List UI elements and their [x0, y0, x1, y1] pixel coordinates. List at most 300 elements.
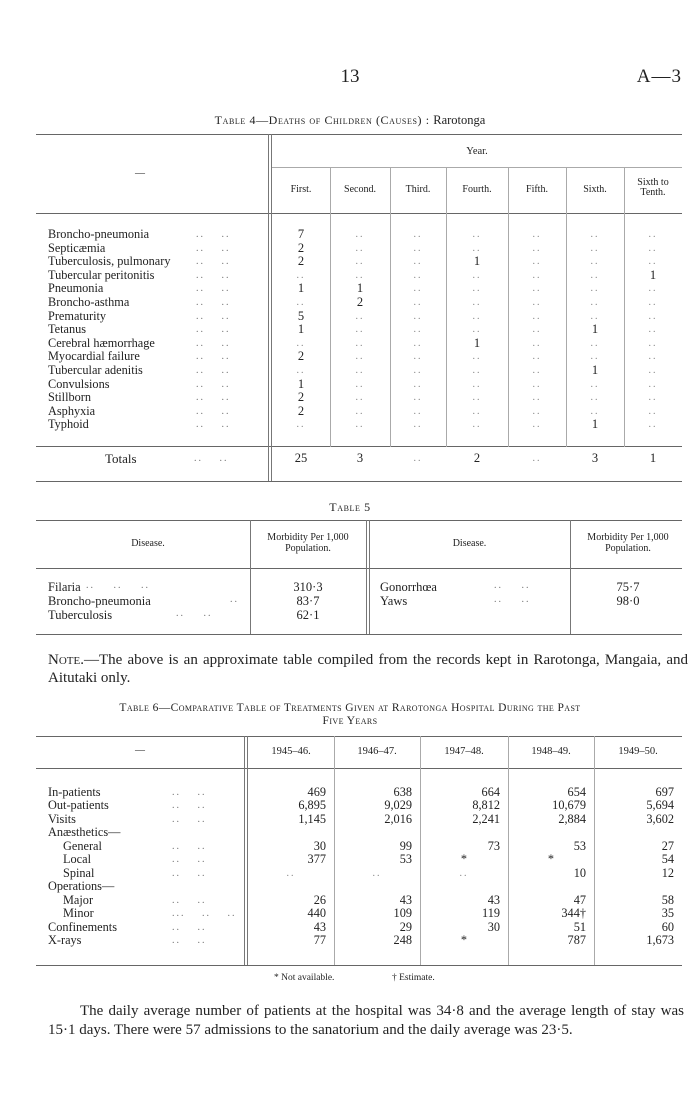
table6-cell: ..	[459, 867, 469, 879]
table4-column-header: Sixth to Tenth.	[637, 177, 669, 198]
table4-cell: 3	[356, 451, 364, 465]
table6-row-label: Confinements	[48, 919, 117, 934]
table4-cell: 1	[591, 363, 599, 377]
table4-row	[48, 378, 688, 392]
table4-cell: ..	[532, 405, 542, 417]
leader-dots: ..	[230, 593, 239, 605]
table4-cell: ..	[413, 453, 423, 464]
table4-cause-label: Myocardial failure	[48, 349, 140, 364]
table6-cell: 440	[307, 906, 326, 921]
table4-cell: ..	[413, 392, 423, 404]
leader-dots: .. ..	[196, 283, 231, 295]
table4-cell: 2	[297, 240, 305, 255]
table4-column-header: Fifth.	[526, 184, 548, 195]
table4-cell: 2	[356, 295, 364, 309]
table6-cell: 248	[393, 932, 412, 947]
leader-dots: .. ..	[196, 392, 231, 404]
table4-cell: ..	[590, 310, 600, 322]
table5-value-left: 310·3	[293, 580, 323, 594]
table4-row	[48, 364, 688, 378]
table4-column-header: Third.	[405, 184, 431, 195]
table5-value-right: 98·0	[616, 593, 640, 608]
table6-row	[48, 853, 688, 866]
table4-row	[48, 310, 688, 324]
table6-cell: 5,694	[646, 798, 674, 813]
table6-row	[48, 840, 688, 853]
leader-dots: .. ..	[172, 840, 207, 852]
table6-stub-header: —	[135, 745, 145, 756]
table6-cell: *	[460, 852, 468, 867]
table4-cell: ..	[355, 392, 365, 404]
table4-cell: ..	[413, 229, 423, 240]
table4-cell: 1	[649, 451, 657, 465]
leader-dots: .. ..	[196, 256, 231, 268]
table4-cell: ..	[648, 229, 658, 240]
table6-cell: 43	[313, 919, 326, 934]
table4-cell: ..	[590, 378, 600, 390]
table4-cell: ..	[413, 351, 423, 363]
table6-row-label: In-patients	[48, 785, 101, 799]
table6-cell: 469	[307, 785, 326, 799]
table6-row	[48, 880, 688, 893]
table4-caption	[0, 113, 700, 128]
leader-dots: .. ..	[172, 894, 207, 906]
leader-dots: .. ..	[196, 310, 231, 322]
table4-cell: ..	[355, 242, 365, 254]
leader-dots: .. ..	[196, 324, 231, 336]
table4-cause-label: Cerebral hæmorrhage	[48, 335, 155, 350]
table4-cell: 3	[591, 451, 599, 465]
table4-cause-label: Tuberculosis, pulmonary	[48, 254, 171, 269]
table6-cell: 30	[487, 919, 500, 934]
leader-dots: .. ..	[196, 242, 231, 254]
table4-row	[48, 269, 688, 283]
table4-cell: ..	[413, 256, 423, 268]
table4-cell: 1	[297, 376, 305, 391]
table6-row-label: Local	[63, 852, 91, 867]
table4-cell: ..	[355, 419, 365, 431]
table4-cell: ..	[532, 419, 542, 431]
table6-cell: 2,016	[384, 811, 412, 826]
table4-cell: ..	[472, 242, 482, 254]
table6-cell: 654	[567, 785, 586, 799]
table4-cell: ..	[590, 351, 600, 363]
table4-cell: 2	[297, 349, 305, 364]
table6-row-label: X-rays	[48, 932, 82, 947]
table6-caption-line1: Table 6—Comparative Table of Treatments Given at Rarotonga Hospital During the Past	[119, 702, 581, 714]
leader-dots: ... .. ..	[172, 908, 237, 920]
leader-dots: .. ..	[172, 867, 207, 879]
table4-cell: ..	[532, 297, 542, 308]
table6-cell: 47	[573, 892, 586, 907]
table4-cell: ..	[296, 419, 306, 431]
leader-dots: .. ..	[172, 787, 207, 798]
summary-paragraph: The daily average number of patients at the hospital was 34·8 and the average length of stay was 15·1 days. There were 57 admissions to the sanatorium and the daily average was 23·5.	[48, 1003, 684, 1038]
leader-dots: .. ..	[176, 607, 213, 619]
table4-cell: 1	[356, 281, 364, 296]
table4-cell: ..	[590, 229, 600, 240]
table4-cell: ..	[296, 269, 306, 281]
table4-cell: 1	[473, 335, 481, 350]
table4-cell: 7	[297, 227, 305, 241]
table4-cell: ..	[532, 283, 542, 295]
table6-column-header: 1946–47.	[357, 746, 397, 757]
table6-row	[48, 867, 688, 880]
table4-cell: ..	[296, 297, 306, 308]
table4-cell: ..	[532, 242, 542, 254]
table4-cell: ..	[472, 310, 482, 322]
leader-dots: .. ..	[196, 269, 231, 281]
table4-totals-label: Totals	[105, 451, 137, 466]
table4-cell: ..	[532, 310, 542, 322]
table4-caption-title: Table 4—Deaths of Children (Causes) :	[214, 113, 430, 127]
table4-cell: ..	[590, 269, 600, 281]
table4-cell: ..	[532, 324, 542, 336]
table5-header-disease-right: Disease.	[452, 538, 487, 549]
table4-cell: 2	[297, 254, 305, 269]
table6-cell: 51	[573, 919, 586, 934]
table4-cell: ..	[532, 351, 542, 363]
table4-row	[48, 242, 688, 256]
table4-cell: ..	[355, 310, 365, 322]
table4-cause-label: Tetanus	[48, 322, 87, 337]
page-number: 13	[340, 66, 360, 87]
leader-dots: .. ..	[172, 921, 207, 933]
table6-cell: 53	[573, 838, 586, 853]
table4-cell: ..	[532, 453, 542, 464]
table4-stub-header: —	[135, 168, 145, 179]
table5-header-morbidity-right: Morbidity Per 1,000 Population.	[587, 532, 669, 554]
leader-dots: .. .. ..	[86, 580, 150, 591]
table6-cell: 43	[487, 892, 500, 907]
table6-cell: 2,884	[558, 811, 586, 826]
table4-column-header: Sixth.	[583, 184, 607, 195]
table6-column-header: 1945–46.	[271, 746, 311, 757]
table4-column-header: First.	[290, 184, 312, 195]
table4-cell: ..	[648, 256, 658, 268]
table6-row-label: Visits	[48, 811, 76, 826]
leader-dots: .. ..	[196, 419, 231, 431]
table4-cell: ..	[532, 378, 542, 390]
table4-row	[48, 391, 688, 405]
table6-cell: 377	[307, 852, 326, 867]
table4-cause-label: Septicæmia	[48, 240, 106, 255]
table6-row-label: Out-patients	[48, 798, 109, 813]
table6-column-header: 1949–50.	[618, 746, 658, 757]
table4-cell: 2	[297, 390, 305, 405]
table4-row	[48, 350, 688, 364]
table6-cell: 697	[655, 785, 674, 799]
table6-row	[48, 921, 688, 934]
table6-row	[48, 894, 688, 907]
table4-cell: ..	[590, 405, 600, 417]
table6-cell: 73	[487, 838, 500, 853]
leader-dots: .. ..	[196, 405, 231, 417]
table4-cell: 25	[294, 451, 308, 465]
table4-cell: ..	[532, 256, 542, 268]
table4-top-rule	[36, 134, 682, 135]
table4-totals-row	[48, 452, 688, 466]
table4-cause-label: Tubercular adenitis	[48, 363, 143, 377]
table4-cause-label: Asphyxia	[48, 403, 96, 418]
table6-cell: 1,145	[298, 811, 326, 826]
table6-row	[48, 934, 688, 947]
table6-row	[48, 826, 688, 839]
table4-cause-label: Convulsions	[48, 376, 110, 391]
table4-cell: 1	[473, 254, 481, 269]
table5-disease-left: Tuberculosis	[48, 607, 113, 622]
table6-cell: 119	[482, 906, 500, 921]
table6-column-header: 1948–49.	[531, 746, 571, 757]
table4-row	[48, 405, 688, 419]
table6-bottom-rule	[36, 965, 682, 966]
table6-row-label: Major	[63, 892, 94, 907]
footnote-not-available: * Not available.	[274, 973, 335, 983]
leader-dots: .. ..	[196, 351, 231, 363]
table4-cell: 1	[297, 281, 305, 296]
table4-cause-label: Pneumonia	[48, 281, 104, 296]
table6-cell: *	[547, 852, 555, 867]
table4-row	[48, 228, 688, 242]
table4-cell: ..	[648, 405, 658, 417]
table4-cell: ..	[590, 392, 600, 404]
leader-dots: .. ..	[494, 593, 531, 605]
table4-cell: ..	[413, 365, 423, 376]
table4-cell: ..	[355, 378, 365, 390]
table4-cell: ..	[472, 392, 482, 404]
table4-cell: ..	[532, 229, 542, 240]
table5-note	[48, 651, 688, 687]
table4-cell: ..	[472, 324, 482, 336]
table6-cell: 60	[661, 919, 674, 934]
table4-row	[48, 418, 688, 432]
table5-header-rule	[36, 568, 682, 569]
table4-cell: ..	[413, 283, 423, 295]
table4-cell: ..	[648, 242, 658, 254]
table6-cell: 9,029	[384, 798, 412, 813]
table5-value-right: 75·7	[616, 580, 640, 594]
table6-cell: 787	[567, 932, 586, 947]
table4-cell: ..	[472, 405, 482, 417]
leader-dots: .. ..	[494, 580, 531, 591]
table4-cause-label: Prematurity	[48, 308, 107, 323]
table4-cell: ..	[590, 256, 600, 268]
table6-row	[48, 813, 688, 826]
table4-cell: ..	[413, 324, 423, 336]
table4-cell: 1	[591, 417, 599, 432]
table4-cell: ..	[355, 365, 365, 376]
table4-cell: ..	[532, 337, 542, 349]
table6-row-label: General	[63, 838, 102, 853]
table4-cell: ..	[355, 269, 365, 281]
table4-cell: ..	[472, 365, 482, 376]
table4-cell: ..	[355, 256, 365, 268]
table4-cell: ..	[648, 392, 658, 404]
table4-cell: ..	[355, 324, 365, 336]
table4-cell: 5	[297, 308, 305, 323]
table4-totals-rule	[36, 446, 682, 447]
table4-bottom-rule	[36, 481, 682, 482]
leader-dots: .. ..	[196, 365, 231, 376]
table6-cell: 3,602	[646, 811, 674, 826]
table4-cell: ..	[648, 310, 658, 322]
table4-cell: ..	[413, 337, 423, 349]
table4-cell: 2	[297, 403, 305, 418]
table4-cell: ..	[590, 297, 600, 308]
table4-cell: ..	[355, 229, 365, 240]
table4-cell: ..	[648, 337, 658, 349]
table6-cell: 10	[573, 865, 586, 880]
table6-cell: 1,673	[646, 932, 674, 947]
table5-value-left: 83·7	[296, 593, 320, 608]
table5-caption	[0, 500, 700, 515]
table6-cell: 638	[393, 785, 412, 799]
table4-column-header: Fourth.	[462, 184, 492, 195]
table4-cell: ..	[590, 337, 600, 349]
table5-header-morbidity-left: Morbidity Per 1,000 Population.	[267, 532, 349, 554]
table6-cell: 664	[481, 785, 500, 799]
table4-row	[48, 296, 688, 310]
table6-row	[48, 907, 688, 920]
table4-cell: ..	[648, 365, 658, 376]
table4-cell: ..	[648, 283, 658, 295]
table4-cause-label: Tubercular peritonitis	[48, 267, 155, 282]
table6-cell: 29	[399, 919, 412, 934]
table6-row	[48, 786, 688, 799]
table5-disease-left: Filaria	[48, 580, 81, 594]
table4-cell: ..	[413, 269, 423, 281]
leader-dots: .. ..	[196, 229, 231, 240]
table6-cell: 2,241	[472, 811, 500, 826]
table6-caption	[0, 702, 700, 727]
table4-cell: ..	[355, 405, 365, 417]
table6-cell: *	[460, 932, 468, 947]
table4-cell: ..	[648, 324, 658, 336]
table6-row-label: Minor	[63, 906, 94, 921]
table4-cell: ..	[472, 351, 482, 363]
table4-cell: ..	[355, 351, 365, 363]
table5-top-rule	[36, 520, 682, 521]
table6-cell: 77	[313, 932, 326, 947]
table6-cell: 58	[661, 892, 674, 907]
table6-caption-line2: Five Years	[322, 715, 378, 727]
table6-cell: 30	[313, 838, 326, 853]
table4-cell: ..	[532, 365, 542, 376]
table4-cell: 1	[591, 322, 599, 337]
table4-cell: 2	[473, 451, 481, 465]
table4-column-header: Second.	[344, 184, 376, 195]
table6-cell: 10,679	[552, 798, 586, 813]
document-reference: A—3	[636, 66, 682, 87]
table4-cell: 1	[297, 322, 305, 337]
table4-row	[48, 282, 688, 296]
table6-top-rule	[36, 736, 682, 737]
table4-caption-place: Rarotonga	[433, 113, 486, 127]
table4-row	[48, 323, 688, 337]
table6-cell: 8,812	[472, 798, 500, 813]
leader-dots: .. ..	[194, 453, 229, 464]
table6-row-label: Anæsthetics—	[48, 825, 121, 840]
table6-header-rule	[36, 768, 682, 769]
table6-cell: 27	[661, 838, 674, 853]
table4-cell: ..	[472, 378, 482, 390]
leader-dots: .. ..	[196, 337, 231, 349]
table4-cell: ..	[648, 297, 658, 308]
table6-cell: 54	[661, 852, 674, 867]
table5-disease-right: Yaws	[380, 593, 408, 608]
leader-dots: .. ..	[172, 800, 207, 812]
table6-cell: 53	[399, 852, 412, 867]
table6-row-label: Operations—	[48, 879, 115, 894]
table4-cell: ..	[413, 419, 423, 431]
table4-cell: ..	[296, 365, 306, 376]
leader-dots: .. ..	[172, 854, 207, 866]
table4-cell: ..	[472, 419, 482, 431]
table5-bottom-rule	[36, 634, 682, 635]
table4-cell: ..	[413, 310, 423, 322]
table4-cell: ..	[472, 229, 482, 240]
table6-row-label: Spinal	[63, 865, 95, 880]
table4-cause-label: Broncho-asthma	[48, 295, 130, 309]
table4-cell: ..	[413, 378, 423, 390]
table4-row	[48, 255, 688, 269]
footnote-estimate: † Estimate.	[392, 973, 435, 983]
page-header	[0, 66, 700, 92]
table4-cell: ..	[472, 283, 482, 295]
table6-column-header: 1947–48.	[444, 746, 484, 757]
leader-dots: .. ..	[196, 378, 231, 390]
table6-cell: 6,895	[298, 798, 326, 813]
table4-cause-label: Typhoid	[48, 417, 89, 432]
note-label: Note.	[48, 652, 84, 668]
table4-cell: ..	[590, 283, 600, 295]
table4-cell: ..	[648, 351, 658, 363]
table5-value-left: 62·1	[296, 607, 320, 622]
table5-disease-right: Gonorrhœa	[380, 580, 437, 594]
table4-header-rule	[36, 213, 682, 214]
table5-caption-title: Table 5	[329, 500, 371, 514]
table6-cell: 26	[313, 892, 326, 907]
table6-cell: ..	[372, 867, 382, 879]
table5-header-disease-left: Disease.	[131, 538, 165, 549]
leader-dots: .. ..	[172, 934, 207, 946]
table4-cell: ..	[413, 242, 423, 254]
table4-cell: ..	[472, 269, 482, 281]
leader-dots: .. ..	[172, 813, 207, 825]
note-text: —The above is an approximate table compiled from the records kept in Rarotonga, Mangaia, and Aitutaki only.	[48, 652, 688, 686]
table4-cell: ..	[648, 378, 658, 390]
table4-cause-label: Stillborn	[48, 390, 92, 405]
table4-cell: 1	[649, 267, 657, 282]
table4-cell: ..	[472, 297, 482, 308]
table4-year-header: Year.	[466, 146, 488, 157]
table4-cell: ..	[532, 269, 542, 281]
table6-cell: 109	[393, 906, 412, 921]
table5-disease-left: Broncho-pneumonia	[48, 593, 151, 608]
table6-cell: 99	[399, 838, 412, 853]
table4-row	[48, 337, 688, 351]
table4-cell: ..	[355, 337, 365, 349]
table4-cell: ..	[590, 242, 600, 254]
table6-cell: 344†	[561, 906, 586, 921]
table6-cell: 12	[661, 865, 674, 880]
leader-dots: .. ..	[196, 297, 231, 308]
table6-row	[48, 799, 688, 812]
table4-cause-label: Broncho-pneumonia	[48, 227, 150, 241]
table5-divider	[366, 520, 367, 634]
table4-cell: ..	[413, 297, 423, 308]
table4-cell: ..	[296, 337, 306, 349]
